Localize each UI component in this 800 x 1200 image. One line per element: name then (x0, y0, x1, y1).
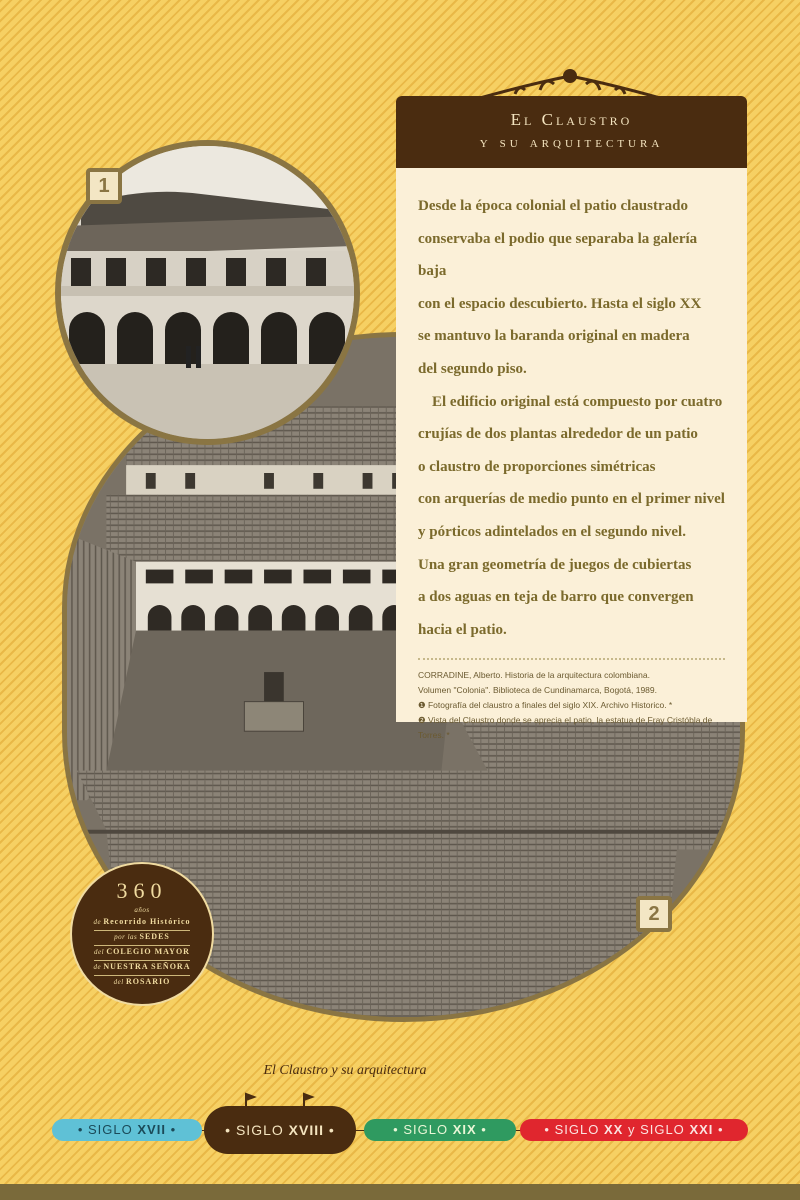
paragraph-line: hacia el patio. (418, 621, 507, 638)
paragraph-line: El edificio original está compuesto por cuatro (432, 393, 723, 410)
timeline-siglo-xx-xxi[interactable]: • SIGLO XX y SIGLO XXI • (520, 1119, 748, 1141)
reference-line: ❶ Fotografía del claustro a finales del siglo XIX. Archivo Historico. * (418, 700, 673, 711)
medallion-rule (94, 975, 190, 976)
medallion-line: del ROSARIO (113, 977, 171, 986)
paragraph-line: crujías de dos plantas alrededor de un patio (418, 426, 698, 443)
medallion-line: de NUESTRA SEÑORA (93, 962, 191, 971)
references (418, 668, 725, 743)
paragraph-line: con el espacio descubierto. Hasta el siglo XX (418, 295, 702, 312)
paragraph-line: Una gran geometría de juegos de cubiertas (418, 556, 692, 573)
photo-marker-2: 2 (636, 896, 672, 932)
medallion-line: de Recorrido Histórico (93, 917, 191, 926)
timeline-title: El Claustro y su arquitectura (263, 1063, 427, 1078)
paragraph-line: a dos aguas en teja de barro que convergen (418, 589, 694, 606)
medallion-line: años (134, 906, 150, 914)
paragraph-line: del segundo piso. (418, 360, 527, 377)
medallion-rule (94, 945, 190, 946)
paragraph-line: Desde la época colonial el patio claustrado (418, 198, 688, 214)
timeline-siglo-xix[interactable]: • SIGLO XIX • (364, 1119, 516, 1141)
panel-body (396, 168, 747, 741)
paragraph-2 (418, 386, 725, 647)
medallion-rule (94, 930, 190, 931)
paragraph-line: y pórticos adintelados en el segundo nivel. (418, 523, 686, 540)
medallion-line: del COLEGIO MAYOR (94, 947, 190, 956)
medallion-number: 360 (116, 878, 168, 903)
dotted-divider (418, 658, 725, 660)
paragraph-1 (418, 190, 725, 386)
medallion-line: por las SEDES (114, 932, 170, 941)
photo-marker-1: 1 (86, 168, 122, 204)
panel-title-line2: y su arquitectura (479, 134, 664, 151)
paragraph-line: o claustro de proporciones simétricas (418, 458, 656, 475)
paragraph-line: se mantuvo la baranda original en madera (418, 328, 690, 345)
medallion-rule (94, 960, 190, 961)
timeline-siglo-xvii[interactable]: • SIGLO XVII • (52, 1119, 202, 1141)
reference-line: CORRADINE, Alberto. Historia de la arquitectura colombiana. (418, 670, 650, 681)
panel-title-line1: El Claustro (510, 110, 633, 129)
paragraph-line: con arquerías de medio punto en el primer nivel (418, 491, 725, 508)
reference-line: Volumen "Colonia". Biblioteca de Cundinamarca, Bogotá, 1989. (418, 685, 657, 696)
panel-header (396, 96, 747, 168)
timeline-siglo-xviii[interactable]: • SIGLO XVIII • (204, 1106, 356, 1154)
bottom-strip (0, 1184, 800, 1200)
anniversary-medallion (70, 862, 214, 1006)
reference-line: ❷ Vista del Claustro donde se aprecia el patio, la estatua de Fray Cristóbla de Torres. * (418, 715, 713, 741)
paragraph-line: conservaba el podio que separaba la galería baja (418, 230, 698, 280)
